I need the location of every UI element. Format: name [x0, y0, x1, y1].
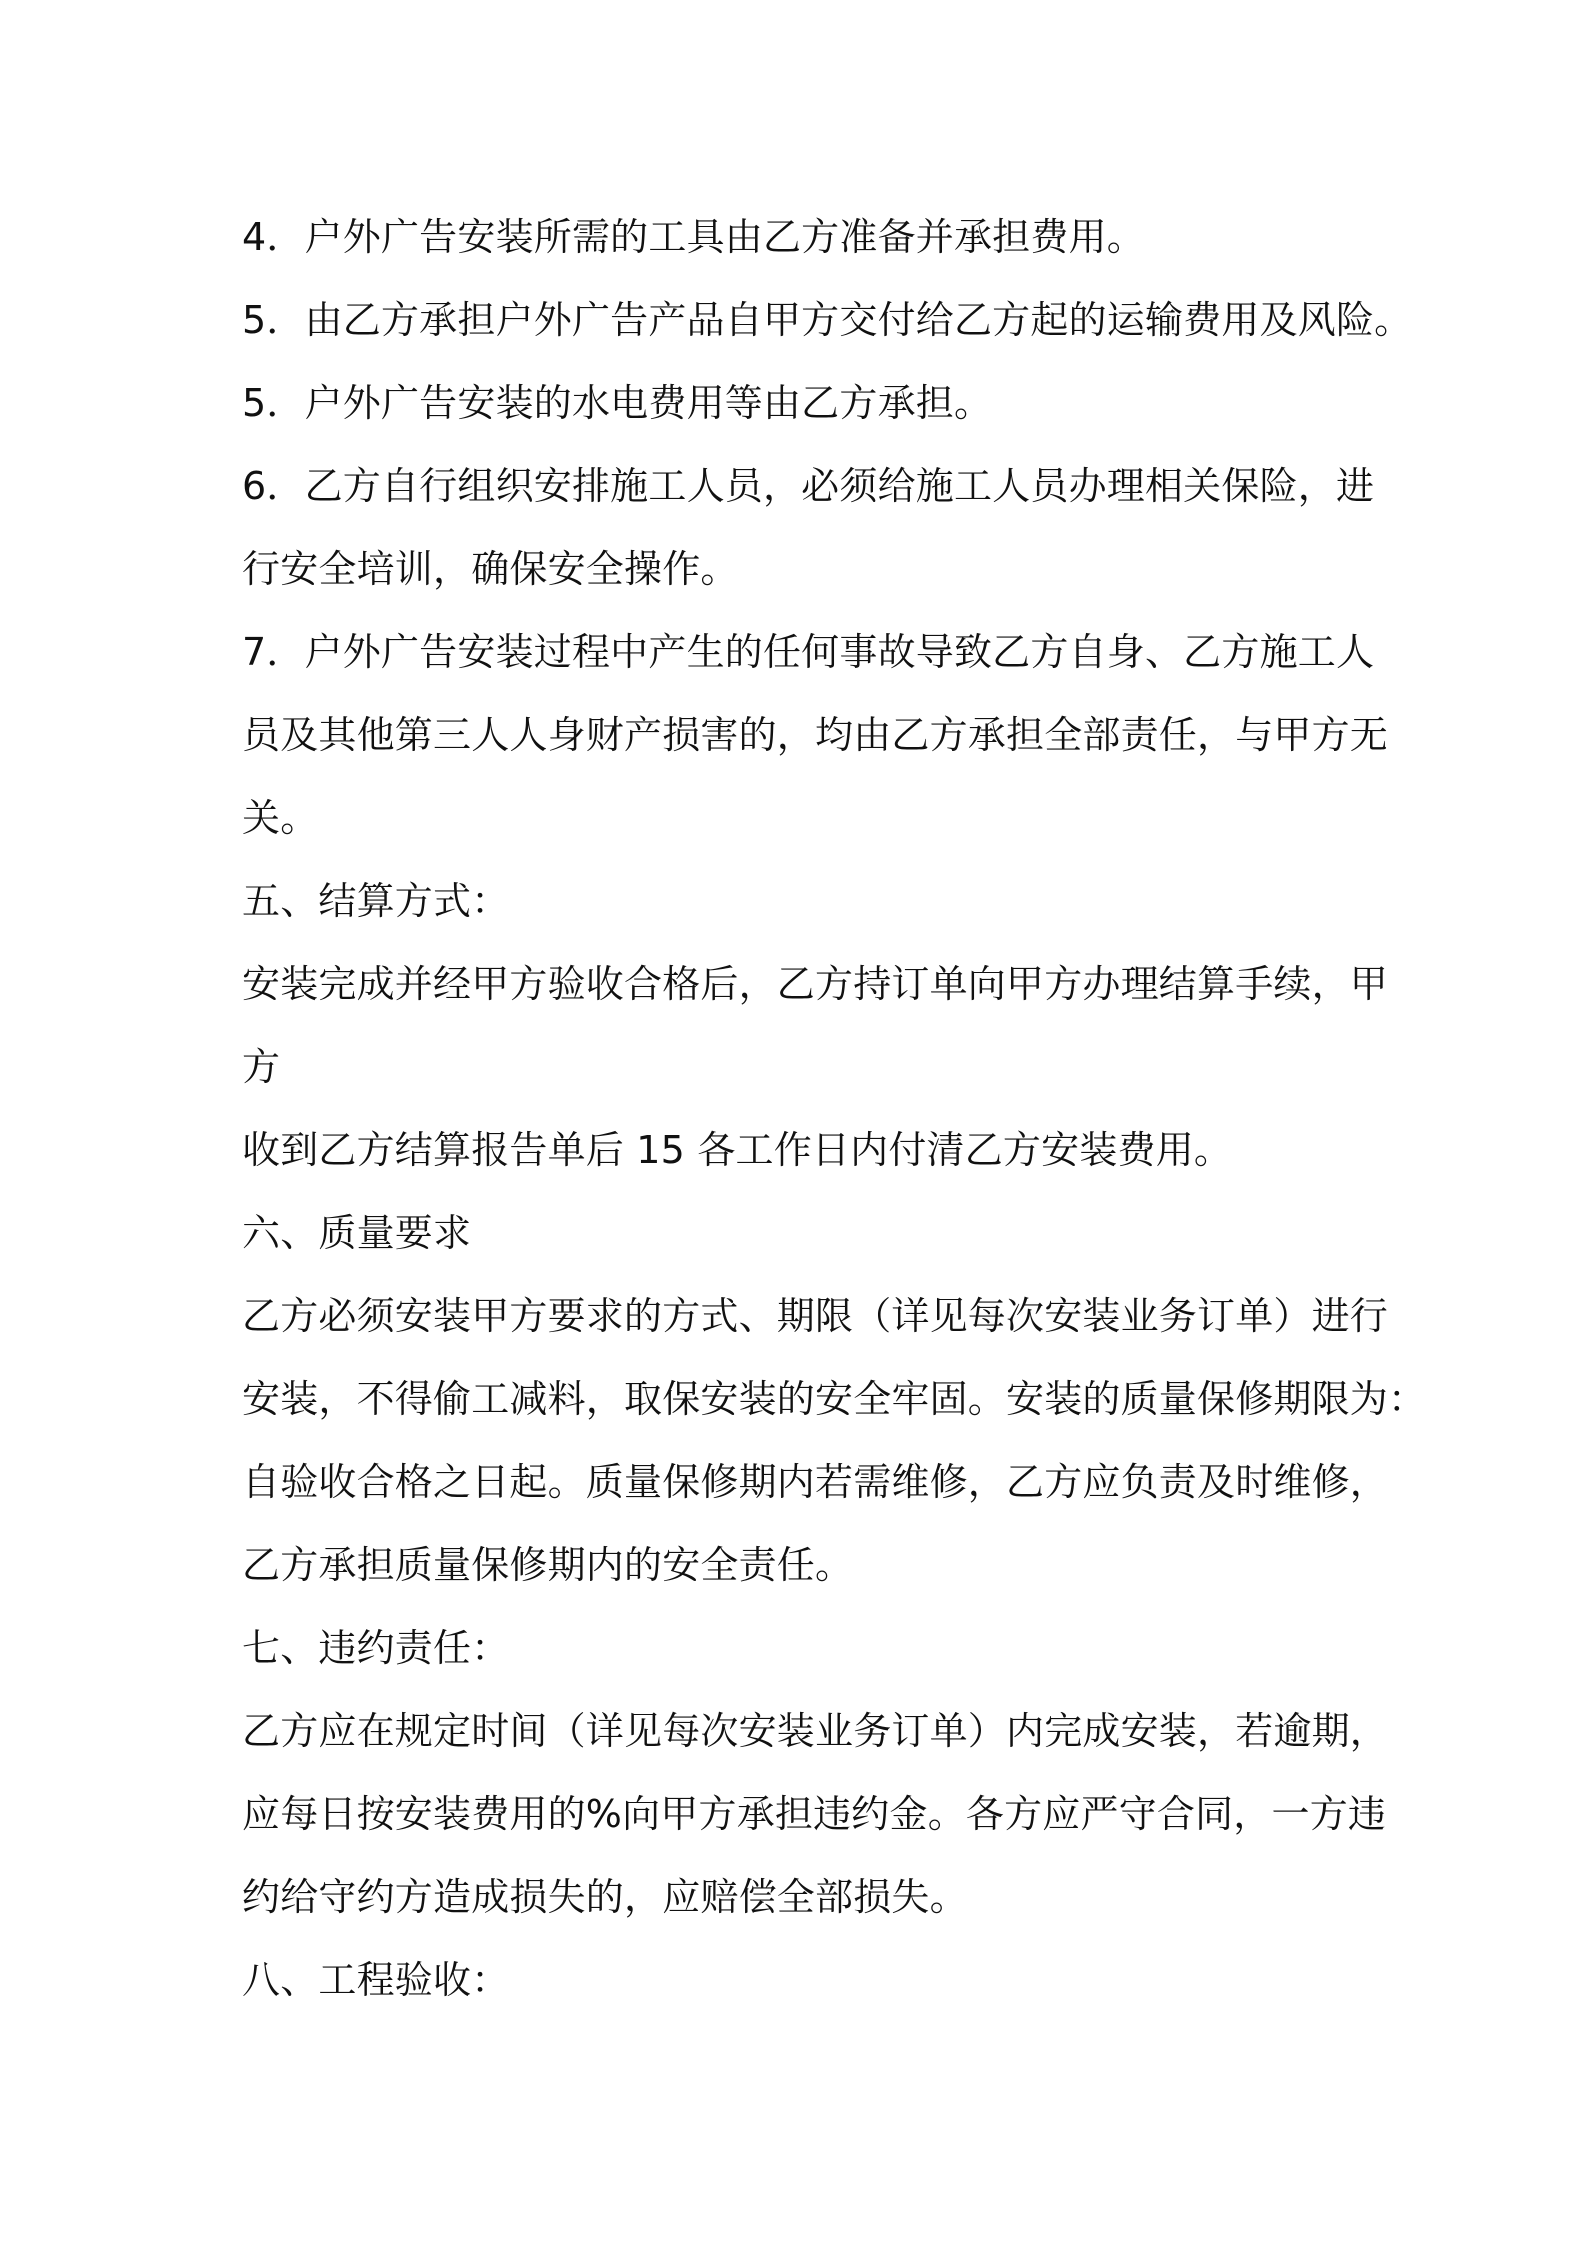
- text-line: 6．乙方自行组织安排施工人员，必须给施工人员办理相关保险，进: [242, 464, 1375, 508]
- text-line: 收到乙方结算报告单后 15 各工作日内付清乙方安装费用。: [242, 1128, 1233, 1172]
- text-line: 5．户外广告安装的水电费用等由乙方承担。: [242, 381, 993, 425]
- text-line: 应每日按安装费用的%向甲方承担违约金。各方应严守合同，一方违: [242, 1792, 1387, 1836]
- section-heading: 八、工程验收：: [242, 1958, 510, 2002]
- contract-body: [242, 196, 1427, 2022]
- text-line: 行安全培训，确保安全操作。: [242, 547, 739, 591]
- text-line: 约给守约方造成损失的，应赔偿全部损失。: [242, 1875, 968, 1919]
- text-line: 员及其他第三人人身财产损害的，均由乙方承担全部责任，与甲方无: [242, 713, 1389, 757]
- text-line: 乙方必须安装甲方要求的方式、期限（详见每次安装业务订单）进行: [242, 1294, 1389, 1338]
- text-line: 关。: [242, 796, 319, 840]
- text-line: 5．由乙方承担户外广告产品自甲方交付给乙方起的运输费用及风险。: [242, 298, 1413, 342]
- section-heading: 七、违约责任：: [242, 1626, 510, 1670]
- text-line: 4．户外广告安装所需的工具由乙方准备并承担费用。: [242, 215, 1145, 259]
- text-line: 自验收合格之日起。质量保修期内若需维修，乙方应负责及时维修，: [242, 1460, 1389, 1504]
- text-line: 7．户外广告安装过程中产生的任何事故导致乙方自身、乙方施工人: [242, 630, 1375, 674]
- text-line: 乙方应在规定时间（详见每次安装业务订单）内完成安装，若逾期，: [242, 1709, 1389, 1753]
- text-line: 方: [242, 1045, 281, 1089]
- text-line: 安装完成并经甲方验收合格后，乙方持订单向甲方办理结算手续，甲: [242, 962, 1389, 1006]
- section-heading: 六、质量要求: [242, 1211, 472, 1255]
- section-heading: 五、结算方式：: [242, 879, 510, 923]
- text-line: 乙方承担质量保修期内的安全责任。: [242, 1543, 854, 1587]
- text-line: 安装，不得偷工减料，取保安装的安全牢固。安装的质量保修期限为：: [242, 1377, 1427, 1421]
